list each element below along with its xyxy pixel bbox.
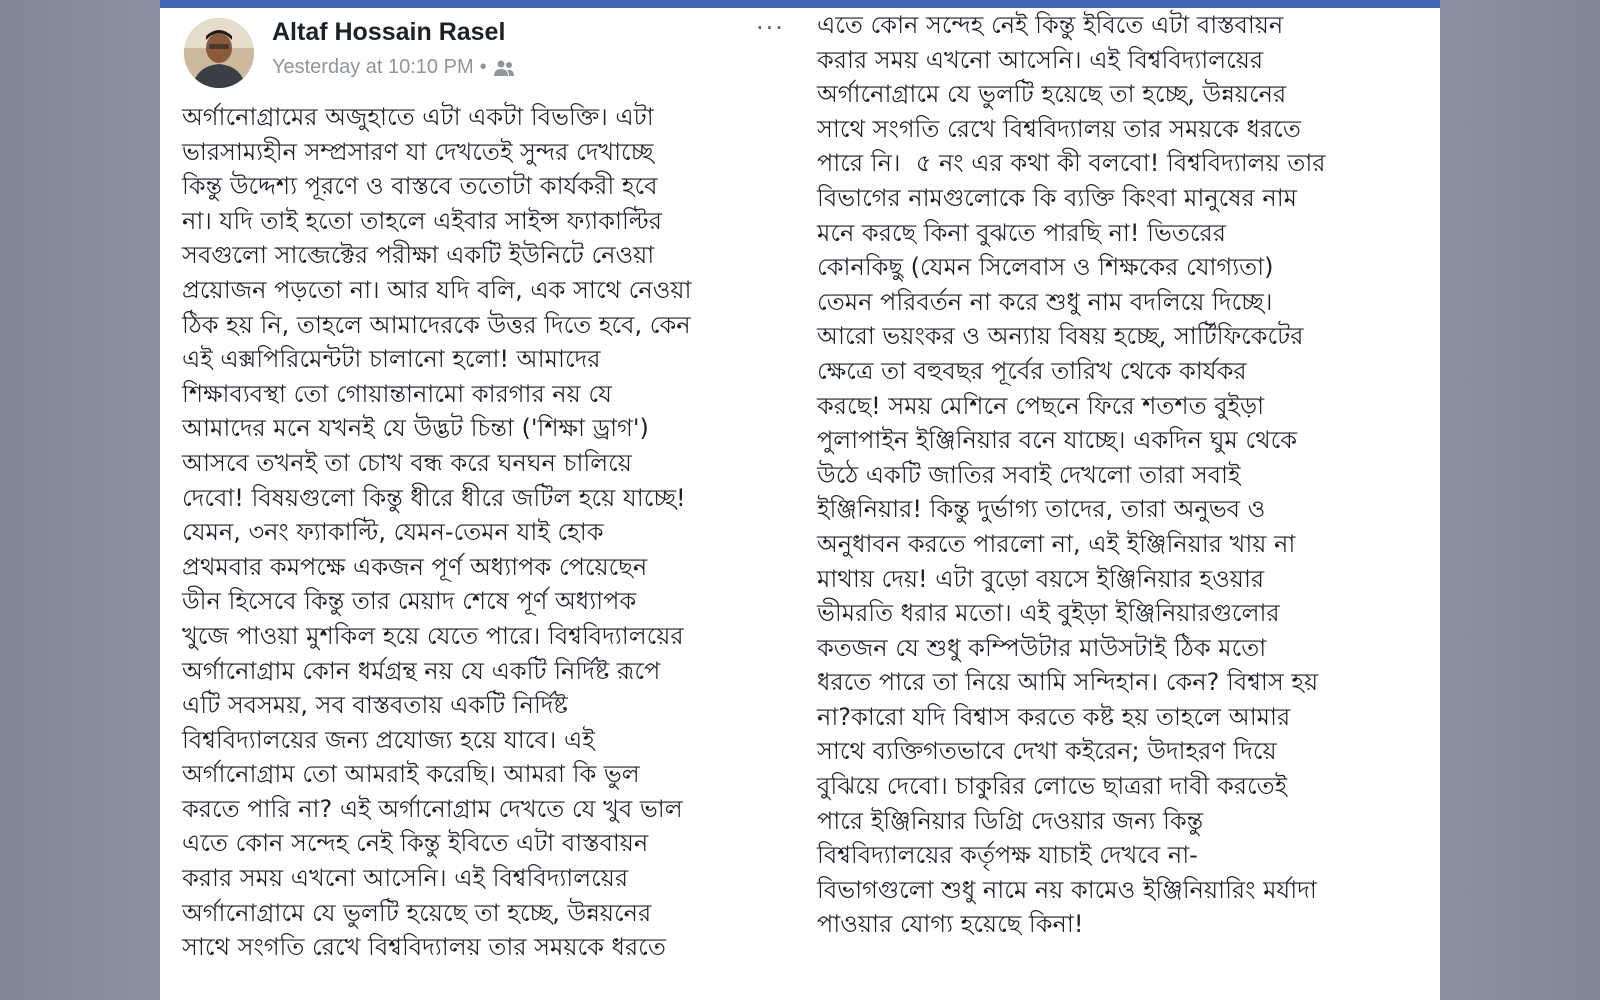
post-text-line: মনে করছে কিনা বুঝতে পারছি না! ভিতরের	[817, 218, 1226, 247]
post-text-line: প্রথমবার কমপক্ষে একজন পূর্ণ অধ্যাপক পেয়েছেন	[182, 552, 648, 581]
meta-separator: •	[479, 56, 487, 78]
post-text-line: আমাদের মনে যখনই যে উদ্ভট চিন্তা ('শিক্ষা ড্রাগ')	[182, 414, 649, 443]
post-text-line: যেমন, ৩নং ফ্যাকাল্টি, যেমন-তেমন যাই হোক	[182, 518, 604, 547]
post-text-line: পারে নি। ৫ নং এর কথা কী বলবো! বিশ্ববিদ্যালয় তার	[817, 149, 1326, 178]
post-text-line: ডীন হিসেবে কিন্তু তার মেয়াদ শেষে পূর্ণ অধ্যাপক	[182, 587, 637, 616]
post-text-line: এতে কোন সন্দেহ নেই কিন্তু ইবিতে এটা বাস্তবায়ন	[817, 11, 1284, 39]
post-text-line: দেবো! বিষয়গুলো কিন্তু ধীরে ধীরে জটিল হয়ে যাচ্ছে!	[182, 483, 686, 512]
post-meta	[272, 56, 515, 79]
post-text-line: ইঞ্জিনিয়ার! কিন্তু দুর্ভাগ্য তাদের, তারা অনুভব ও	[817, 495, 1266, 524]
friends-icon[interactable]	[493, 59, 515, 77]
author-avatar[interactable]	[184, 18, 254, 88]
post-text-line: সাথে সংগতি রেখে বিশ্ববিদ্যালয় তার সময়কে ধরতে	[182, 933, 666, 962]
post-text-line: বুঝিয়ে দেবো। চাকুরির লোভে ছাত্ররা দাবী করতেই	[817, 772, 1288, 801]
post-text-line: প্রয়োজন পড়তো না। আর যদি বলি, এক সাথে নেওয়া	[182, 275, 692, 304]
post-text-line: সবগুলো সাব্জেক্টের পরীক্ষা একটি ইউনিটে নেওয়া	[182, 241, 655, 270]
post-text-line: ঠিক হয় নি, তাহলে আমাদেরকে উত্তর দিতে হবে, কেন	[182, 310, 691, 339]
post-text-line: পাওয়ার যোগ্য হয়েছে কিনা!	[817, 910, 1084, 939]
post-text-line: খুজে পাওয়া মুশকিল হয়ে যেতে পারে। বিশ্ববিদ্যালয়ের	[182, 621, 684, 650]
post-text-line: অর্গানোগ্রাম তো আমরাই করেছি। আমরা কি ভুল	[182, 760, 640, 789]
post-timestamp[interactable]: Yesterday at 10:10 PM	[272, 56, 474, 78]
post-text-line: সাথে ব্যক্তিগতভাবে দেখা কইরেন; উদাহরণ দিয়ে	[817, 737, 1277, 766]
post-text-line: শিক্ষাব্যবস্থা তো গোয়ান্তানামো কারগার নয় যে	[182, 379, 612, 408]
post-text-line: অর্গানোগ্রামের অজুহাতে এটা একটা বিভক্তি। এটা	[182, 103, 654, 131]
post-text-line: অর্গানোগ্রামে যে ভুলটি হয়েছে তা হচ্ছে, উন্নয়নের	[182, 898, 652, 927]
post-text-line: মাথায় দেয়! এটা বুড়ো বয়সে ইঞ্জিনিয়ার হওয়ার	[817, 564, 1265, 593]
post-text-line: অর্গানোগ্রামে যে ভুলটি হয়েছে তা হচ্ছে, উন্নয়নের	[817, 80, 1287, 109]
post-text-line: করার সময় এখনো আসেনি। এই বিশ্ববিদ্যালয়ের	[817, 45, 1264, 74]
post-text-line: আরো ভয়ংকর ও অন্যায় বিষয় হচ্ছে, সার্টিফিকেটের	[817, 322, 1304, 351]
post-text-line: আসবে তখনই তা চোখ বন্ধ করে ঘনঘন চালিয়ে	[182, 448, 632, 477]
post-text-line: বিশ্ববিদ্যালয়ের জন্য প্রযোজ্য হয়ে যাবে। এই	[182, 725, 595, 754]
post-text-line: অনুধাবন করতে পারলো না, এই ইঞ্জিনিয়ার খায় না	[817, 529, 1296, 558]
author-name[interactable]: Altaf Hossain Rasel	[272, 18, 506, 46]
post-text-line: করতে পারি না? এই অর্গানোগ্রাম দেখতে যে খুব ভাল	[182, 794, 683, 823]
post-text-line: এতে কোন সন্দেহ নেই কিন্তু ইবিতে এটা বাস্তবায়ন	[182, 829, 649, 858]
post-text-line: বিভাগগুলো শুধু নামে নয় কামেও ইঞ্জিনিয়ারিং মর্যাদা	[817, 875, 1317, 904]
post-text-line: এই এক্সপিরিমেন্টটা চালানো হলো! আমাদের	[182, 345, 601, 374]
facebook-top-bar	[160, 0, 1440, 8]
post-text-line: বিভাগের নামগুলোকে কি ব্যক্তি কিংবা মানুষের নাম	[817, 183, 1297, 212]
post-text-line: ভারসাম্যহীন সম্প্রসারণ যা দেখতেই সুন্দর দেখাচ্ছে	[182, 137, 654, 166]
avatar-photo-icon	[184, 18, 254, 88]
post-text-left-column	[182, 100, 692, 965]
post-panel-right	[805, 8, 1440, 1000]
post-text-line: করার সময় এখনো আসেনি। এই বিশ্ববিদ্যালয়ের	[182, 864, 629, 893]
post-text-line: পারে ইঞ্জিনিয়ার ডিগ্রি দেওয়ার জন্য কিন্তু	[817, 806, 1204, 835]
post-text-line: ধরতে পারে তা নিয়ে আমি সন্দিহান। কেন? বিশ্বাস হয়	[817, 668, 1319, 697]
post-text-line: ভীমরতি ধরার মতো। এই বুইড়া ইঞ্জিনিয়ারগুলোর	[817, 599, 1280, 628]
post-panel-left	[160, 8, 805, 1000]
post-text-line: পুলাপাইন ইঞ্জিনিয়ার বনে যাচ্ছে। একদিন ঘুম থেকে	[817, 426, 1298, 455]
more-options-icon[interactable]: ···	[756, 14, 785, 42]
post-text-line: কিন্তু উদ্দেশ্য পূরণে ও বাস্তবে ততোটা কার্যকরী হবে	[182, 172, 658, 201]
post-text-line: ক্ষেত্রে তা বহুবছর পূর্বের তারিখ থেকে কার্যকর	[817, 356, 1247, 385]
post-text-line: করছে! সময় মেশিনে পেছনে ফিরে শতশত বুইড়া	[817, 391, 1265, 420]
post-text-line: তেমন পরিবর্তন না করে শুধু নাম বদলিয়ে দিচ্ছে।	[817, 287, 1273, 316]
post-text-line: না। যদি তাই হতো তাহলে এইবার সাইন্স ফ্যাকাল্টির	[182, 206, 662, 235]
post-text-line: বিশ্ববিদ্যালয়ের কর্তৃপক্ষ যাচাই দেখবে না-	[817, 841, 1198, 870]
post-text-line: এটি সবসময়, সব বাস্তবতায় একটি নির্দিষ্ট	[182, 691, 568, 720]
post-text-line: উঠে একটি জাতির সবাই দেখলো তারা সবাই	[817, 460, 1241, 489]
post-text-line: কোনকিছু (যেমন সিলেবাস ও শিক্ষকের যোগ্যতা)	[817, 253, 1274, 282]
post-text-line: কতজন যে শুধু কম্পিউটার মাউসটাই ঠিক মতো	[817, 633, 1267, 662]
post-text-line: অর্গানোগ্রাম কোন ধর্মগ্রন্থ নয় যে একটি নির্দিষ্ট রূপে	[182, 656, 661, 685]
post-text-line: না?কারো যদি বিশ্বাস করতে কষ্ট হয় তাহলে আমার	[817, 702, 1291, 731]
post-text-right-column	[817, 8, 1326, 942]
post-text-line: সাথে সংগতি রেখে বিশ্ববিদ্যালয় তার সময়কে ধরতে	[817, 114, 1301, 143]
